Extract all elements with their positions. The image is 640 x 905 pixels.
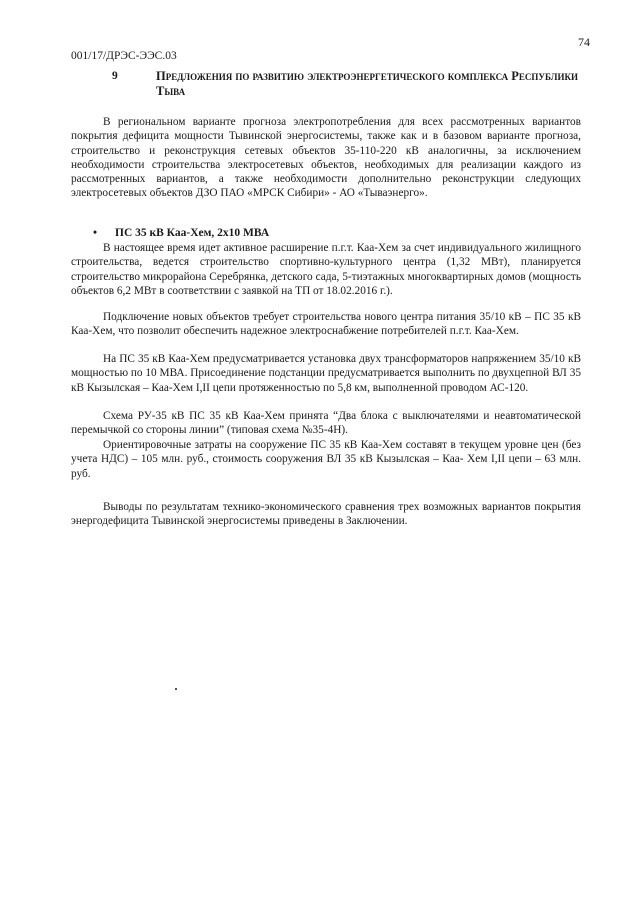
section-number: 9 [112, 70, 118, 82]
paragraph-transformers: На ПС 35 кВ Каа-Хем предусматривается установка двух трансформаторов напряжением 35/10 кВ мощностью по 10 МВА. Присоединение подстанции предусматривается выполнить по двухцепной ВЛ 35 кВ Кызылская – Каа-Хем I,II цепи протяженностью по 5,8 км, выполненной проводом АС-120. [71, 353, 581, 394]
bullet-title: ПС 35 кВ Каа-Хем, 2х10 МВА [115, 227, 270, 239]
bullet-marker: • [93, 227, 98, 239]
paragraph-costs: Ориентировочные затраты на сооружение ПС 35 кВ Каа-Хем составят в текущем уровне цен (без учета НДС) – 105 млн. руб., стоимость сооружения ВЛ 35 кВ Кызылская – Каа- Хем I,II цепи – 63 млн. руб. [71, 439, 581, 480]
section-title: Предложения по развитию электроэнергетического комплекса Республики Тыва [156, 69, 578, 98]
document-code: 001/17/ДРЭС-ЭЭС.03 [71, 50, 177, 62]
paragraph-scheme: Схема РУ-35 кВ ПС 35 кВ Каа-Хем принята “Два блока с выключателями и неавтоматической перемычкой со стороны линии” (типовая схема №35-4Н). [71, 410, 581, 437]
conclusion-paragraph: Выводы по результатам технико-экономического сравнения трех возможных вариантов покрытия энергодефицита Тывинской энергосистемы приведены в Заключении. [71, 501, 581, 528]
scan-speck [175, 688, 177, 690]
paragraph-connection: Подключение новых объектов требует строительства нового центра питания 35/10 кВ – ПС 35 кВ Каа-Хем, что позволит обеспечить надежное электроснабжение потребителей п.г.т. Каа-Хем. [71, 311, 581, 338]
bullet-heading [93, 226, 269, 240]
paragraph-expansion: В настоящее время идет активное расширение п.г.т. Каа-Хем за счет индивидуального жилищного строительства, ведется строительство спортивно-культурного центра (1,32 МВт), планируется строительство микрорайона Серебрянка, детского сада, 5-тиэтажных многоквартирных домов (мощность объектов 6,2 МВт в соответствии с заявкой на ТП от 18.02.2016 г.). [71, 242, 581, 297]
page-number: 74 [578, 35, 590, 49]
intro-paragraph: В региональном варианте прогноза электропотребления для всех рассмотренных вариантов покрытия дефицита мощности Тывинской энергосистемы, также как и в базовом варианте прогноза, строительство и реконструкция сетевых объектов 35-110-220 кВ аналогичны, за исключением необходимости строительства электросетевых объектов, необходимых для реализации каждого из рассмотренных вариантов, а также необходимости дополнительно реконструкции следующих электросетевых объектов ДЗО ПАО «МРСК Сибири» - АО «Тываэнерго». [71, 116, 581, 200]
